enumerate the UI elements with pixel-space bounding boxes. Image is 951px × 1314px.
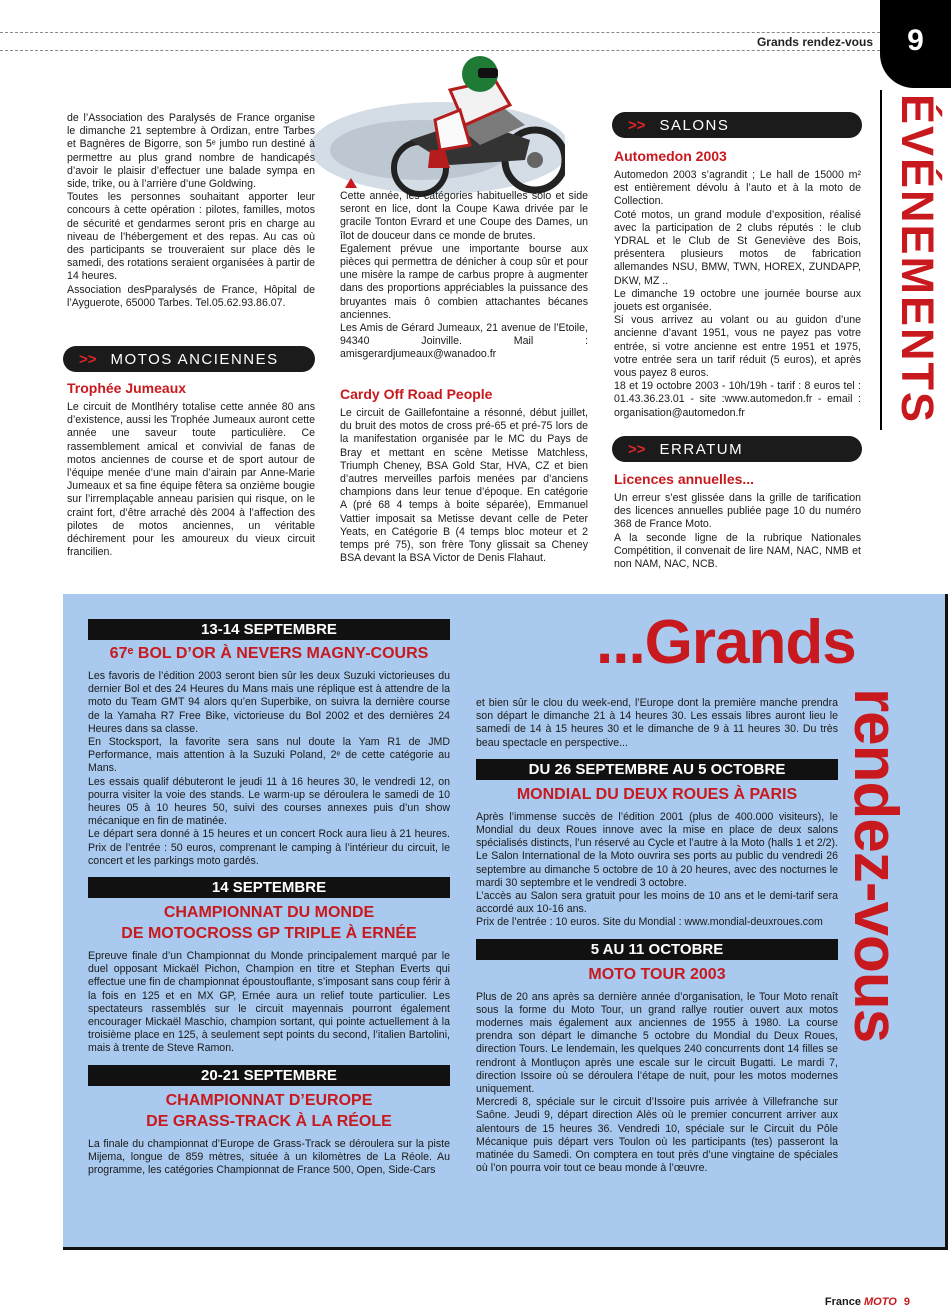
paragraph: Coté motos, un grand module d’exposition, réalisé avec la participation de 2 clubs réputés : le club YDRAL et le Club de St Geneviève des Bois, présentera plusieurs motos de fabrication allemandes NSU, BMW, TWN, HOREX, ZUNDAPP, DKW, MZ .. <box>614 208 861 287</box>
paragraph: Après l’immense succès de l’édition 2001 (plus de 400.000 visiteurs), le Mondial du deux Roues innove avec la mise en place de deux salons spécialisés distincts, l’un réservé au Cycle et l’autre à la Moto (halls 1 et 2/2). Le Salon International de la Moto ouvrira ses ports au public du vendredi 26 septembre au dimanche 5 octobre de 10 à 20 heures, avec des nocturnes le mardi 30 septembre et le vendredi 3 octobre. <box>476 810 838 889</box>
paragraph: 18 et 19 octobre 2003 - 10h/19h - tarif : 8 euros tel : 01.43.36.23.01 - site :www.automedon.fr - email : organisation@automedon.fr <box>614 380 861 419</box>
footer-brand-a: France <box>824 1296 861 1308</box>
event-body <box>88 670 450 868</box>
col3-body2 <box>614 492 861 571</box>
paragraph: Egalement prévue une importante bourse aux pièces qui permettra de dénicher à coup sûr et pour une misère la rampe de carbus propre à augmenter dans des proportions appréciables la puissance des bruyantes mais ô combien attachantes bécanes anciennes. <box>340 242 588 321</box>
event-title: CHAMPIONNAT D’EUROPE <box>165 1091 373 1109</box>
paragraph: Le circuit de Gaillefontaine a résonné, début juillet, du bruit des motos de cross pré-65 et pré-75 lors de la manifestation organisée par le MC du Pays de Bray et mettant en scène Metisse Matchless, Triumph Cheney, BSA Gold Star, HVA, CZ et bien d’autres merveilles parfois menées par d’anciens champions dans leur tenue d’époque. En catégorie A (pré 68 4 temps à boite séparée), Emmanuel Vattier imposait sa Metisse devant celle de Peter Yeats, en Catégorie B (4 temps bloc moteur et 2 temps pré 75), son frère Tony glissait sa Cheney BSA devant la BSA Victor de Denis Flahaut. <box>340 407 588 565</box>
paragraph: A la seconde ligne de la rubrique Nationales Compétition, il convenait de lire NAM, NAC, NMB et non NAM, NAC, NCB. <box>614 531 861 571</box>
event-title: CHAMPIONNAT DU MONDE <box>163 904 375 922</box>
article-title: Trophée Jumeaux <box>67 380 187 396</box>
box-left-column <box>88 619 450 1177</box>
header-rule-top <box>0 32 880 33</box>
paragraph: Automedon 2003 s’agrandit ; Le hall de 15000 m² est entièrement dévolu à l’auto et à la moto de Collection. <box>614 169 861 208</box>
paragraph: Si vous arrivez au volant ou au guidon d’une ancienne d’avant 1951, vous ne payez pas votre entrée, si votre ancienne est entre 1951 et 1975, votre entrée sera un tarif réduit (5 euros), et après vous payez 8 euros. <box>614 314 861 380</box>
event-title: MONDIAL DU DEUX ROUES À PARIS <box>516 785 798 803</box>
paragraph: Un erreur s’est glissée dans la grille de tarification des licences annuelles publiée page 10 du numéro 368 de France Moto. <box>614 492 861 531</box>
page-tab <box>880 0 951 88</box>
paragraph: Toutes les personnes souhaitant apporter leur concours à cette opération : pilotes, familles, motos de sécurité et gendarmes seront pris en charge au niveau de l’hébergement et des repas. Au cas où des participants se trouveraient sur place dès le samedi, des rotations seraient organisées à partir de 14 heures. <box>67 191 315 283</box>
arrows-icon: >> <box>628 116 646 134</box>
col2-body <box>340 407 588 565</box>
event-body <box>88 950 450 1056</box>
paragraph: La finale du championnat d’Europe de Grass-Track se déroulera sur la piste Mijema, longue de 859 mètres, située à un kilomètres de La Réole. Au programme, les catégories Championnat de France 500, Open, Side-Cars <box>88 1137 450 1177</box>
paragraph: Cette année, les catégories habituelles solo et side seront en lice, dont la Coupe Kawa drivée par le gracile Tonton Evrard et une Coupe des Dames, un îlot de douceur dans ce monde de brutes. <box>340 190 588 242</box>
paragraph: Prix de l’entrée : 10 euros. Site du Mondial : www.mondial-deuxroues.com <box>476 916 823 929</box>
event-title: MOTO TOUR 2003 <box>588 965 726 983</box>
paragraph: et bien sûr le clou du week-end, l’Europe dont la première manche prendra son départ le dimanche 21 à 14 heures 30. Les essais libres auront lieu le samedi de 14 à 15 heures 30 et le dimanche de 9 à 11 heures 30. Du très beau spectacle en perspective... <box>476 697 838 749</box>
paragraph: Les favoris de l’édition 2003 seront bien sûr les deux Suzuki victorieuses du dernier Bol et des 24 Heures du Mans mais une réplique est à attendre de la moto du Team GMT 94 alors qu’en Superbike, on suivra la dernière course de la Yamaha R7 Free Bike, victorieuse du Bol 2002 et des dernières 24 Heures dans sa classe. <box>88 670 450 735</box>
paragraph: En Stocksport, la favorite sera sans nul doute la Yam R1 de JMD Performance, mais attention à la Suzuki Poland, 2ᵉ de cette catégorie au Mans. <box>88 736 450 775</box>
paragraph: Mercredi 8, spéciale sur le circuit d’Issoire puis arrivée à Villefranche sur Saône. Jeudi 9, départ direction Alès où le premier concurrent arriver aux alentours de 15 heures 36. Vendredi 10, spéciale sur le Circuit du Pôle Mécanique puis départ vers Toulon où les participants (tes) passeront la matinée du Samedi. On comptera en tout près d’une vingtaine de spéciales où l’on pourra voir tout ce beau monde à l’œuvre. <box>476 1096 838 1175</box>
big-title-grands: ...Grands <box>596 608 856 677</box>
footer-brand-b: MOTO <box>864 1296 897 1308</box>
section-header: Grands rendez-vous <box>756 35 873 49</box>
page-number: 9 <box>907 24 924 57</box>
col1-body <box>67 401 315 559</box>
side-column <box>880 90 951 430</box>
event-body <box>88 1138 450 1178</box>
footer-brand <box>800 1296 910 1308</box>
event-title-line2: DE GRASS-TRACK À LA RÉOLE <box>146 1112 392 1130</box>
arrows-icon: >> <box>79 350 97 368</box>
paragraph: Le dimanche 19 octobre une journée bourse aux jouets est organisée. <box>614 287 861 314</box>
event-date-bar: 5 AU 11 OCTOBRE <box>476 939 838 960</box>
section-label: ERRATUM <box>659 440 744 458</box>
arrows-icon: >> <box>628 440 646 458</box>
article-title: Licences annuelles... <box>614 471 755 487</box>
event-date-bar: 20-21 SEPTEMBRE <box>88 1065 450 1086</box>
event-body <box>476 811 838 930</box>
event-date-bar: 14 SEPTEMBRE <box>88 877 450 898</box>
event-body <box>476 991 838 1176</box>
big-title-rendez-vous: rendez-vous <box>841 688 910 1043</box>
event-title-line2: DE MOTOCROSS GP TRIPLE À ERNÉE <box>121 925 417 943</box>
paragraph: L’accès au Salon sera gratuit pour les moins de 10 ans et le demi-tarif sera accordé aux 10-16 ans. <box>476 890 838 916</box>
motorcycle-photo <box>300 50 565 200</box>
col2-intro <box>340 190 588 362</box>
paragraph: Epreuve finale d’un Championnat du Monde principalement marqué par le duel opposant Mickaël Pichon, Champion en titre et Stephan Everts qui effectue une fin de championnat époustouflante, s’imposant sans coup férir à la fois en 125 et en MX GP, Ernée aura un relief toute particulier. Les spectateurs rassemblés sur le circuit mayennais pourront également encourager Mickaël Maschio, champion sortant, qui pointe actuellement à la troisième place en 125, à seulement sept points du second, l’italien Bartolini, mais à trente de Steve Ramon. <box>88 950 450 1055</box>
col1-intro <box>67 112 315 310</box>
section-pill-motos-anciennes <box>63 346 315 372</box>
section-pill-erratum <box>612 436 862 462</box>
event-date-bar: 13-14 SEPTEMBRE <box>88 619 450 640</box>
paragraph: de l’Association des Paralysés de France organise le dimanche 21 septembre à Ordizan, entre Tarbes et Bagnères de Bigorre, son 5ᵉ jumbo run destiné à permettre au plus grand nombre de handicapés d’avoir le plaisir d’effectuer une balade sympa en side, trike, ou à l’arrière d’une Goldwing. <box>67 112 315 191</box>
paragraph: Les essais qualif débuteront le jeudi 11 à 16 heures 30, le vendredi 12, on pourra visiter la voie des stands. Le warm-up se déroulera le samedi de 10 heures 05 à 10 heures 50, suivi des courses annexes puis d’un show mécanique en fin de matinée. <box>88 775 450 828</box>
event-date-bar: DU 26 SEPTEMBRE AU 5 OCTOBRE <box>476 759 838 780</box>
col3-body <box>614 169 861 420</box>
event-title: 67ᵉ BOL D’OR À NEVERS MAGNY-COURS <box>109 645 429 662</box>
paragraph: Le départ sera donné à 15 heures et un concert Rock aura lieu à 21 heures. Prix de l’entrée : 50 euros, comprenant le camping à l’intérieur du circuit, le concert et les parkings moto gardés. <box>88 828 450 867</box>
article-title: Cardy Off Road People <box>340 386 493 402</box>
article-title: Automedon 2003 <box>614 148 727 164</box>
box-right-column <box>476 697 838 1175</box>
section-label: MOTOS ANCIENNES <box>110 350 279 368</box>
footer-page: 9 <box>903 1296 910 1308</box>
side-title: ÉVÉNEMENTS <box>892 94 943 425</box>
paragraph: Les Amis de Gérard Jumeaux, 21 avenue de l’Etoile, 94340 Joinville. Mail : amisgerardjumeaux@wanadoo.fr <box>340 322 588 361</box>
paragraph: Association desPparalysés de France, Hôpital de l’Ayguerote, 65000 Tarbes. Tel.05.62.93.86.07. <box>67 283 315 309</box>
paragraph: Le circuit de Montlhéry totalise cette année 80 ans d’existence, aussi les Trophée Jumeaux auront cette année une saveur toute particulière. Ce rassemblement amical et convivial de fanas de motos anciennes de course et de sport autour de l’équipe menée d’une main d’airain par Anne-Marie Jumeaux et sa fine équipe fêtera sa onzième bougie sur l’irremplaçable anneau parisien qui risque, on le craint fort, d’être arraché dès 2004 à l’affection des pilotes de motos anciennes, un véritable déchirement pour les amoureux du vieux circuit francilien. <box>67 401 315 559</box>
section-pill-salons <box>612 112 862 138</box>
paragraph: Plus de 20 ans après sa dernière année d’organisation, le Tour Moto renaît sous la forme du Moto Tour, un grand rallye routier ouvert aux motos modernes mais également aux anciennes de 1955 à 1980. La course prendra son départ le dimanche 5 octobre du Mondial du Deux Roues, direction Tours. Le lendemain, les quelques 240 concurrents dont 14 filles se rendront à Montluçon après une escale sur le circuit Bugatti. Le mardi 7, direction Issoire où se déroulera l’étape de nuit, pour les motos modernes uniquement. <box>476 990 838 1096</box>
section-label: SALONS <box>659 116 730 134</box>
